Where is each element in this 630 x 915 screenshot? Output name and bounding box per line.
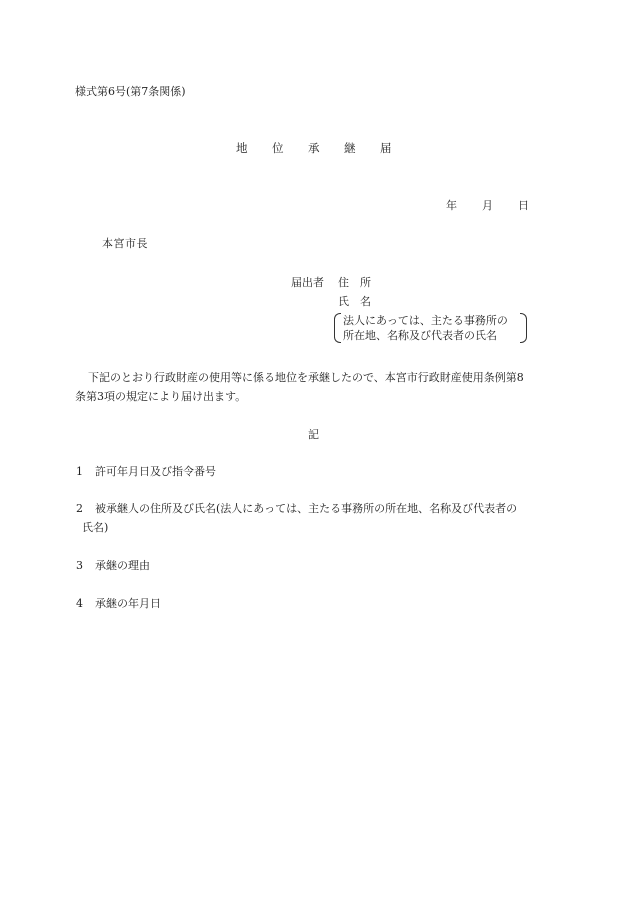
title-char: 継 <box>344 141 356 155</box>
list-item <box>76 560 150 571</box>
title-char: 届 <box>380 141 392 155</box>
list-item <box>76 598 161 609</box>
body-text-line1: 下記のとおり行政財産の使用等に係る地位を承継したので、本宮市行政財産使用条例第8 <box>88 371 524 384</box>
corporate-note-line2: 所在地、名称及び代表者の氏名 <box>343 329 497 342</box>
right-bracket <box>520 313 527 343</box>
corporate-note-line1: 法人にあっては、主たる事務所の <box>343 314 508 327</box>
left-bracket <box>334 313 341 343</box>
form-number: 様式第6号(第7条関係) <box>75 85 186 98</box>
ki-heading: 記 <box>308 428 319 441</box>
date-month: 月 <box>482 199 493 212</box>
list-item <box>76 466 216 477</box>
document-title <box>236 143 416 155</box>
item-text: 承継の理由 <box>95 559 150 572</box>
item-number: 3 <box>76 559 83 572</box>
title-char: 位 <box>272 141 284 155</box>
name-label: 氏 名 <box>338 295 371 308</box>
date-year: 年 <box>446 199 457 212</box>
addressee: 本宮市長 <box>102 237 148 250</box>
title-char: 承 <box>308 141 320 155</box>
filer-label: 届出者 <box>291 276 324 289</box>
body-text-line2: 条第3項の規定により届け出ます。 <box>75 390 247 403</box>
item-text: 承継の年月日 <box>95 597 161 610</box>
list-item <box>76 503 517 514</box>
date-line <box>446 200 554 211</box>
item-text: 許可年月日及び指令番号 <box>95 465 216 478</box>
title-char: 地 <box>236 141 248 155</box>
item-number: 1 <box>76 465 83 478</box>
date-day: 日 <box>518 199 529 212</box>
item-number: 2 <box>76 502 83 515</box>
item-text-continuation: 氏名) <box>82 521 109 534</box>
address-label: 住 所 <box>338 276 371 289</box>
item-number: 4 <box>76 597 83 610</box>
item-text: 被承継人の住所及び氏名(法人にあっては、主たる事務所の所在地、名称及び代表者の <box>95 502 518 515</box>
